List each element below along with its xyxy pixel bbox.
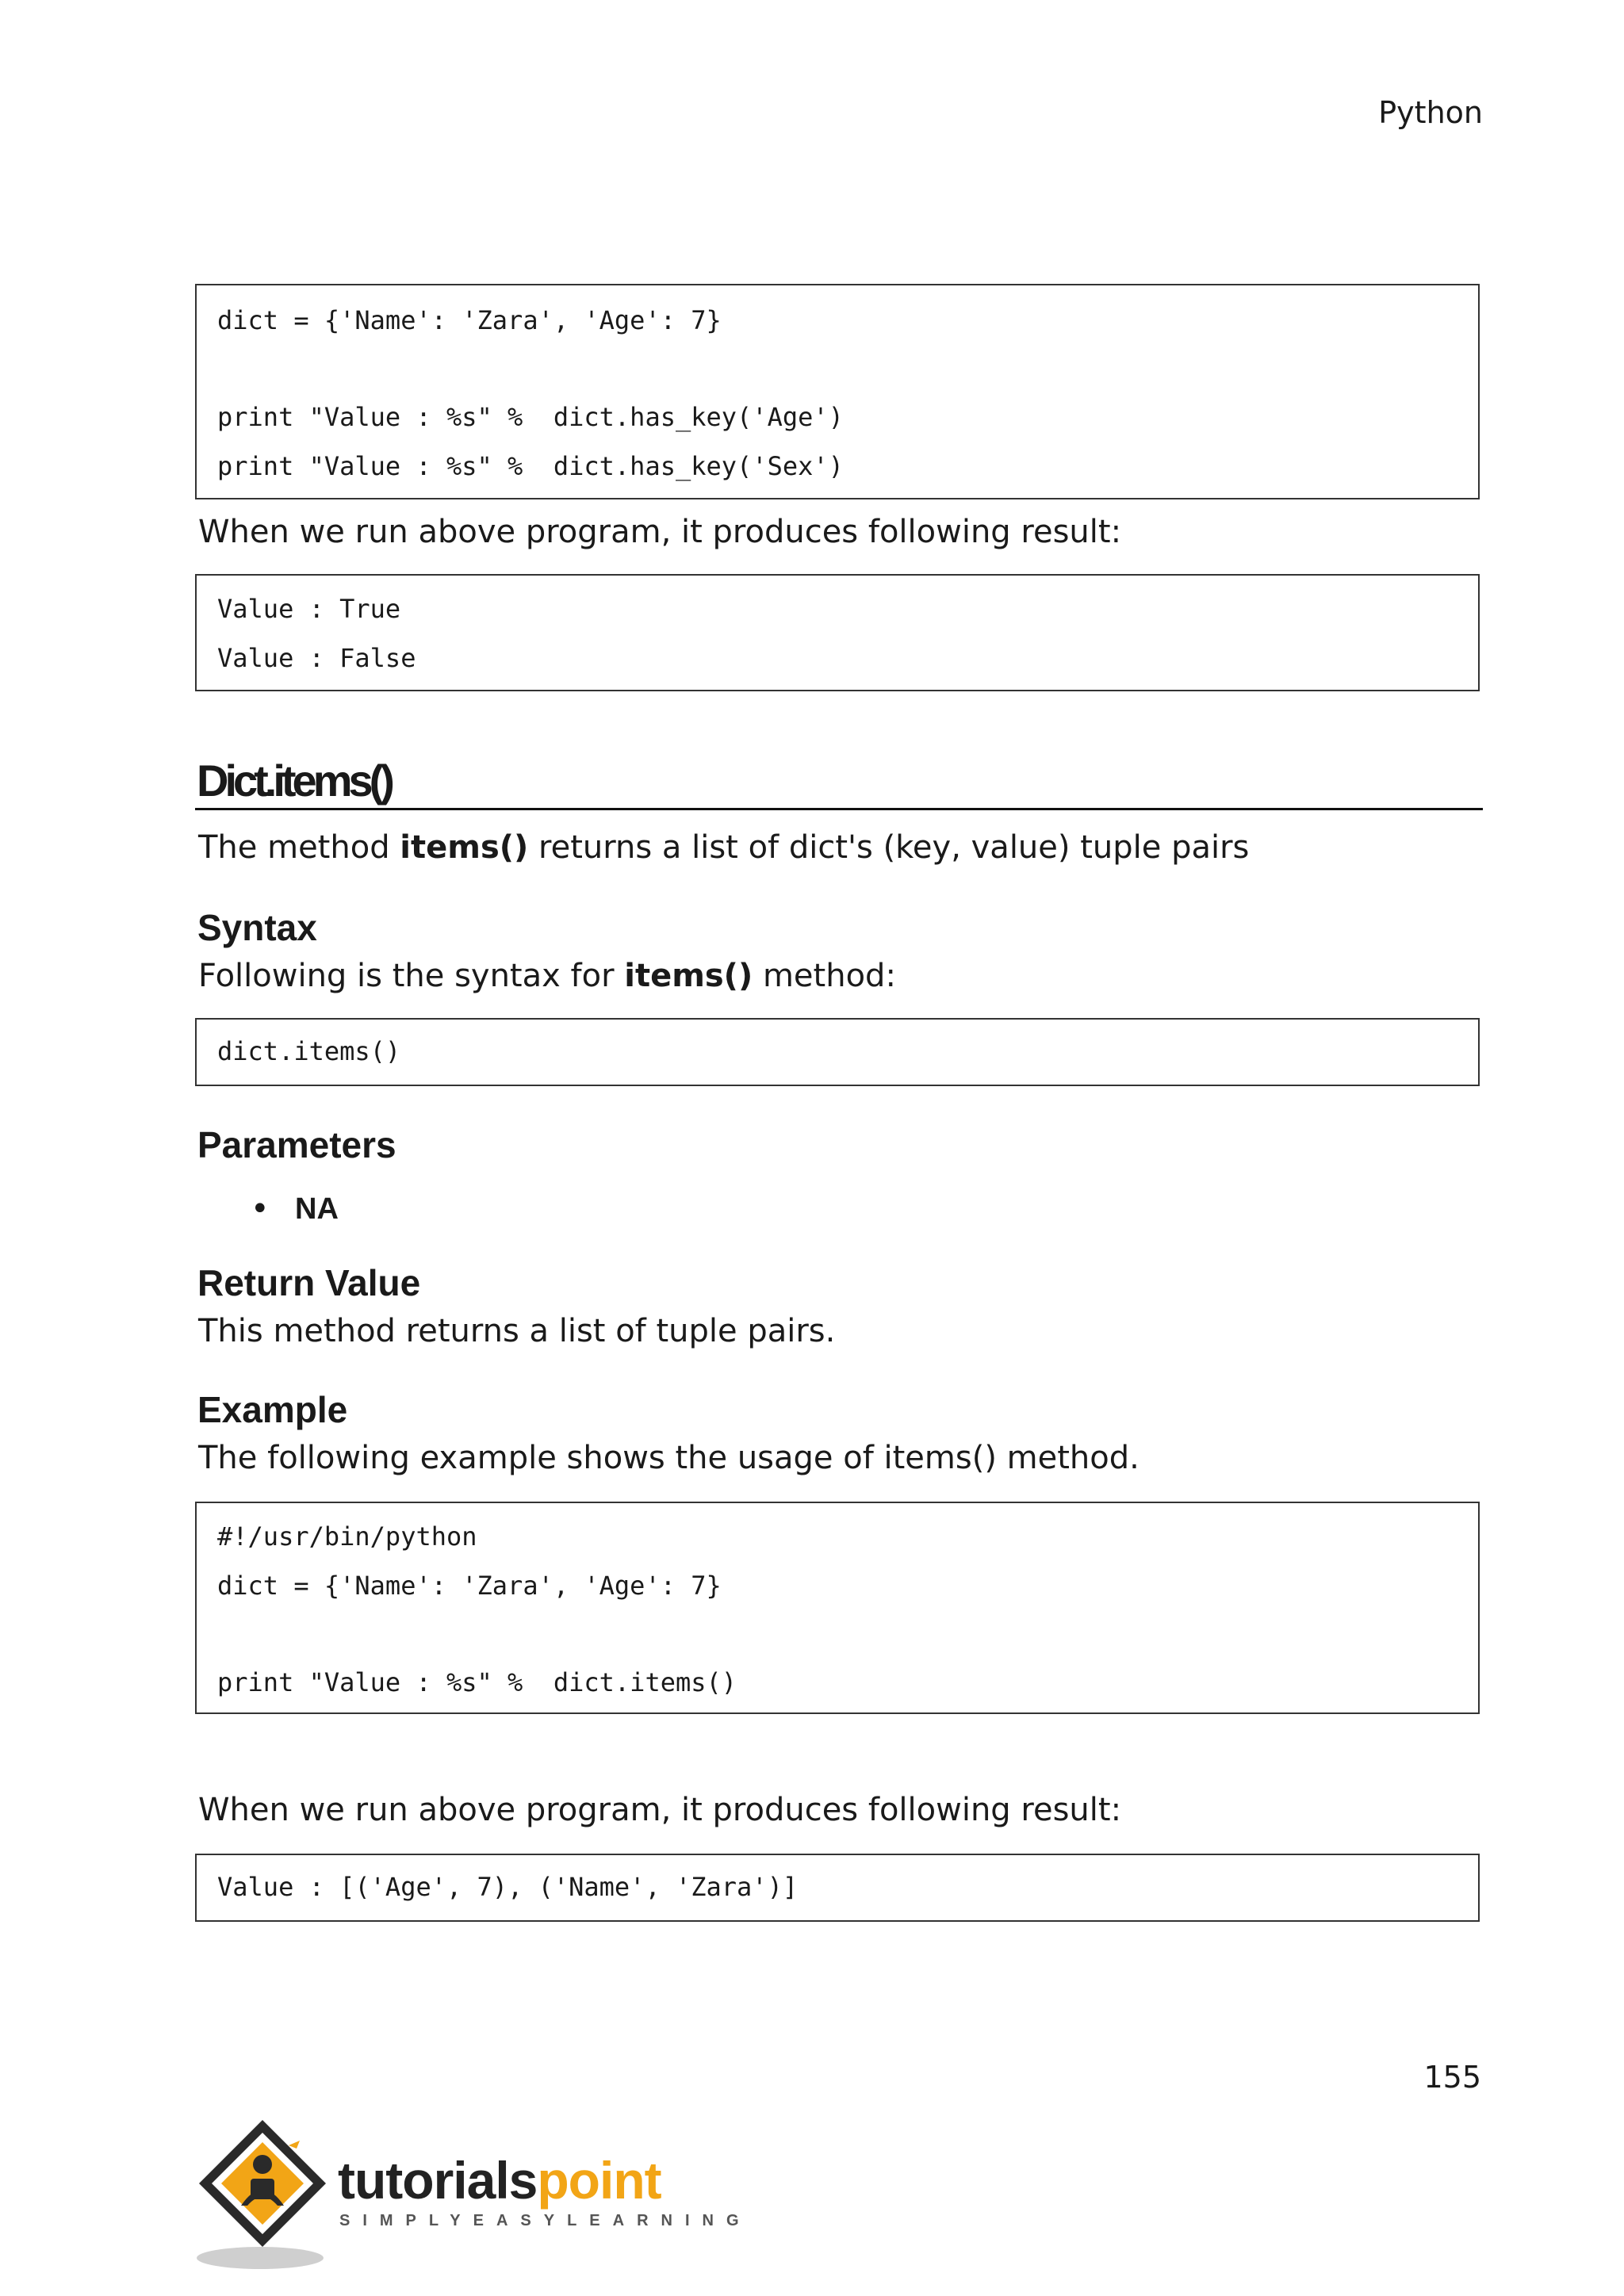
description-text: The method xyxy=(198,829,400,866)
example-text: The following example shows the usage of items() method. xyxy=(198,1440,1139,1476)
example-heading: Example xyxy=(197,1389,348,1430)
output-line: Value : [('Age', 7), ('Name', 'Zara')] xyxy=(217,1872,799,1902)
return-value-heading: Return Value xyxy=(197,1262,421,1303)
description-text: returns a list of dict's (key, value) tuple pairs xyxy=(528,829,1250,866)
page-number: 155 xyxy=(1423,2060,1481,2095)
code-line: print "Value : %s" % dict.has_key('Age') xyxy=(217,402,844,432)
code-line: dict.items() xyxy=(217,1036,401,1066)
code-block-has-key xyxy=(195,284,1480,499)
code-line: #!/usr/bin/python xyxy=(217,1521,477,1552)
output-line: Value : True xyxy=(217,594,401,624)
section-title: Dict.items() xyxy=(197,756,391,806)
syntax-method-name: items() xyxy=(624,958,753,994)
result-intro-text: When we run above program, it produces following result: xyxy=(198,514,1122,550)
bullet-icon: • xyxy=(251,1191,270,1227)
running-header-title: Python xyxy=(1378,95,1483,130)
syntax-heading: Syntax xyxy=(197,907,317,948)
tutorialspoint-logo xyxy=(195,2117,752,2275)
parameters-heading: Parameters xyxy=(197,1124,396,1165)
output-line: Value : False xyxy=(217,643,416,673)
return-value-text: This method returns a list of tuple pairs. xyxy=(198,1313,836,1349)
example-code-block xyxy=(195,1502,1480,1714)
section-title-underline xyxy=(195,808,1483,810)
code-line: print "Value : %s" % dict.items() xyxy=(217,1667,737,1697)
syntax-code-block xyxy=(195,1018,1480,1086)
logo-word-point: point xyxy=(537,2151,661,2210)
code-line: dict = {'Name': 'Zara', 'Age': 7} xyxy=(217,305,722,335)
result-intro-text: When we run above program, it produces following result: xyxy=(198,1792,1122,1828)
logo-word-tutorials: tutorials xyxy=(338,2151,538,2210)
logo-wordmark xyxy=(338,2150,661,2210)
section-description xyxy=(198,828,1249,867)
output-block-items xyxy=(195,1854,1480,1922)
syntax-text-part: method: xyxy=(753,958,896,994)
code-line: print "Value : %s" % dict.has_key('Sex') xyxy=(217,451,844,481)
syntax-text-part: Following is the syntax for xyxy=(198,958,625,994)
syntax-text xyxy=(198,956,896,996)
logo-emblem-icon xyxy=(195,2117,346,2275)
code-line: dict = {'Name': 'Zara', 'Age': 7} xyxy=(217,1571,722,1601)
description-method-name: items() xyxy=(400,829,529,866)
parameter-item: NA xyxy=(295,1192,339,1226)
output-block-has-key xyxy=(195,574,1480,691)
logo-tagline: SIMPLYEASYLEARNING xyxy=(339,2212,752,2229)
